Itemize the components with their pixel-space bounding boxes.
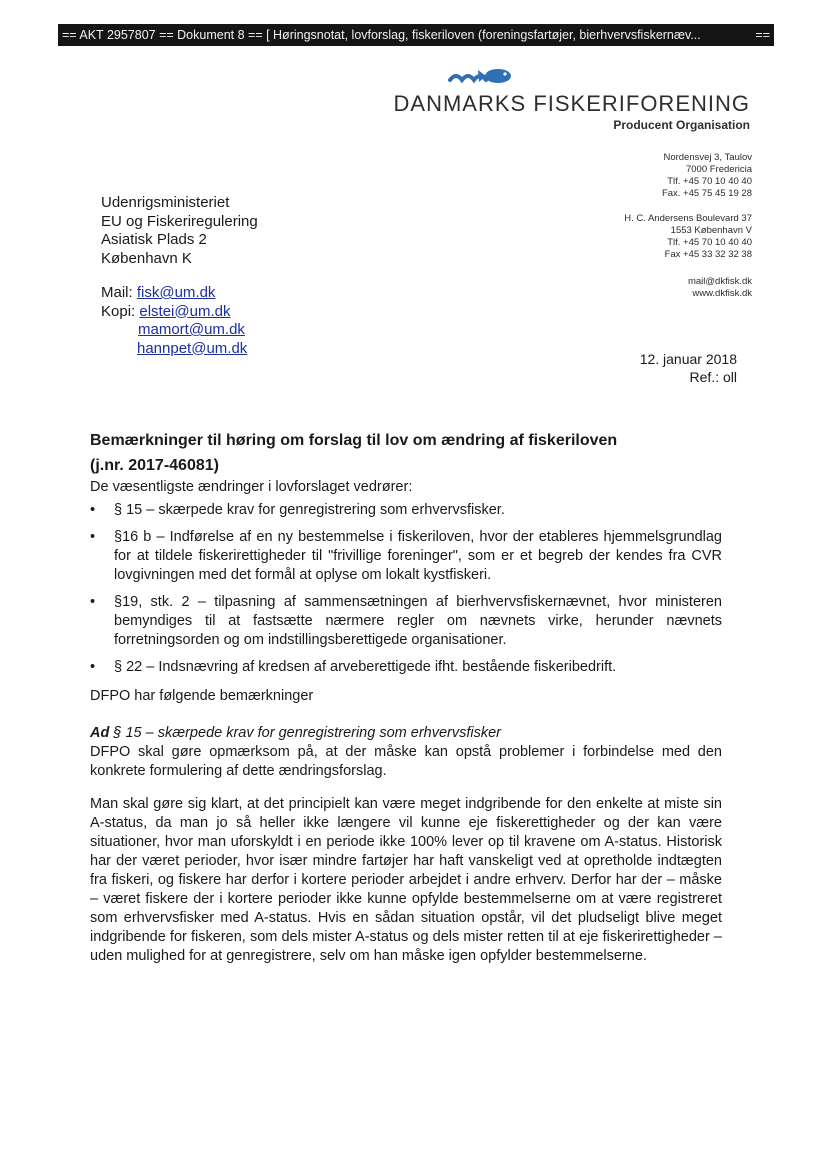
fish-logo-icon: [446, 66, 516, 90]
list-item-text: §16 b – Indførelse af en ny bestemmelse i fiskeriloven, hvor der etableres hjemmelsgrundlag for at tildele fiskerirettigheder til "frivillige foreninger", som er et begreb der kendes fra CVR lovgivningen med det formål at oplyse om lokalt kystfiskeri.: [114, 529, 722, 583]
sender-name: DANMARKS FISKERIFORENING: [393, 91, 750, 116]
list-item: [90, 501, 722, 520]
sender-address-fredericia: [662, 152, 752, 200]
list-item: [90, 658, 722, 677]
letter-date: 12. januar 2018: [639, 351, 737, 367]
address-line: Tlf. +45 70 10 40 40: [667, 176, 752, 187]
address-line: 1553 København V: [670, 225, 752, 236]
address-line: Tlf. +45 70 10 40 40: [667, 237, 752, 248]
change-list: [90, 501, 722, 677]
address-line: Fax. +45 75 45 19 28: [661, 188, 752, 199]
recipient-address: [101, 194, 258, 268]
paragraph: DFPO skal gøre opmærksom på, at der måske kan opstå problemer i forbindelse med den konkrete formulering af dette ændringsforslag.: [90, 744, 722, 779]
mail-label: Mail:: [101, 284, 133, 301]
bullet-icon: •: [90, 529, 96, 545]
title-line: (j.nr. 2017-46081): [90, 457, 219, 474]
bullet-icon: •: [90, 659, 96, 675]
list-item-text: §19, stk. 2 – tilpasning af sammensætningen af bierhvervsfiskernævnet, hvor ministeren bemyndiges til at fastsætte nærmere regler om nævnets virke, herunder nævnets forretningsorden og om indstillingsberettigede organisationer.: [114, 594, 722, 648]
cc-link[interactable]: hannpet@um.dk: [137, 339, 248, 357]
sender-subtitle: Producent Organisation: [613, 118, 750, 132]
sender-address-copenhagen: [624, 213, 752, 261]
title-line: Bemærkninger til høring om forslag til lov om ændring af fiskeriloven: [90, 432, 618, 449]
document-header-strip: [58, 24, 774, 46]
section-heading: [90, 724, 722, 743]
cc-link[interactable]: elstei@um.dk: [139, 302, 231, 320]
header-strip-text: == AKT 2957807 == Dokument 8 == [ Høringsnotat, lovforslag, fiskeriloven (foreningsfartøjer, bierhvervsfiskernæv...: [62, 28, 701, 42]
list-item: [90, 528, 722, 585]
cc-label: Kopi:: [101, 302, 136, 320]
list-item-text: § 15 – skærpede krav for genregistrering som erhvervsfisker.: [114, 502, 505, 518]
letter-title: [90, 428, 722, 478]
bullet-icon: •: [90, 594, 96, 610]
recipient-line: København K: [101, 249, 192, 267]
intro-text: De væsentligste ændringer i lovforslaget vedrører:: [90, 479, 413, 495]
address-line: Nordensvej 3, Taulov: [663, 152, 752, 163]
recipient-line: Udenrigsministeriet: [101, 194, 230, 211]
letter-reference: Ref.: oll: [689, 369, 737, 385]
header-strip-end: ==: [755, 28, 770, 42]
sender-email: mail@dkfisk.dk: [687, 276, 752, 287]
section-heading-bold: Ad: [90, 725, 110, 741]
paragraph: Man skal gøre sig klart, at det principielt kan være meget indgribende for den enkelte at miste sin A-status, da man jo så heller ikke længere vil kunne eje fiskerettigheder og der kan være situationer, hvor man uforskyldt i en periode ikke 100% lever op til kravene om A-status. Historisk har der været perioder, hvor især mindre fartøjer har haft vanskeligt ved at opretholde indtægten fra fiskeri, og fiskere har derfor i kortere perioder arbejdet i andre erhverv. Derfor har der – måske – været fiskere der i kortere perioder ikke kunne opfylde bestemmelserne om at være registreret som erhvervsfisker med A-status. Hvis en sådan situation opstår, vil det pludseligt blive meget indgribende for fiskeren, som dels mister A-status og dels mister retten til at eje fiskerirettigheder – uden mulighed for at genregistrere, selv om han måske igen opfylder bestemmelserne.: [90, 796, 722, 964]
address-line: 7000 Fredericia: [685, 164, 752, 175]
letter-meta: [640, 350, 737, 386]
bullet-icon: •: [90, 502, 96, 518]
section-heading-rest: § 15 – skærpede krav for genregistrering som erhvervsfisker: [109, 725, 502, 741]
sender-contact: [688, 276, 752, 300]
list-item: [90, 593, 722, 650]
recipient-line: Asiatisk Plads 2: [101, 231, 207, 248]
address-line: H. C. Andersens Boulevard 37: [624, 213, 752, 224]
cc-link[interactable]: mamort@um.dk: [138, 321, 245, 338]
address-line: Fax +45 33 32 32 38: [664, 249, 752, 260]
list-item-text: § 22 – Indsnævring af kredsen af arveberettigede ifht. bestående fiskeribedrift.: [114, 659, 617, 675]
sender-website: www.dkfisk.dk: [692, 288, 752, 299]
recipient-line: EU og Fiskeriregulering: [101, 212, 258, 230]
mail-link[interactable]: fisk@um.dk: [136, 284, 216, 301]
remarks-intro: DFPO har følgende bemærkninger: [90, 688, 314, 704]
letter-body: [90, 428, 722, 966]
recipient-mail-block: [101, 284, 247, 358]
